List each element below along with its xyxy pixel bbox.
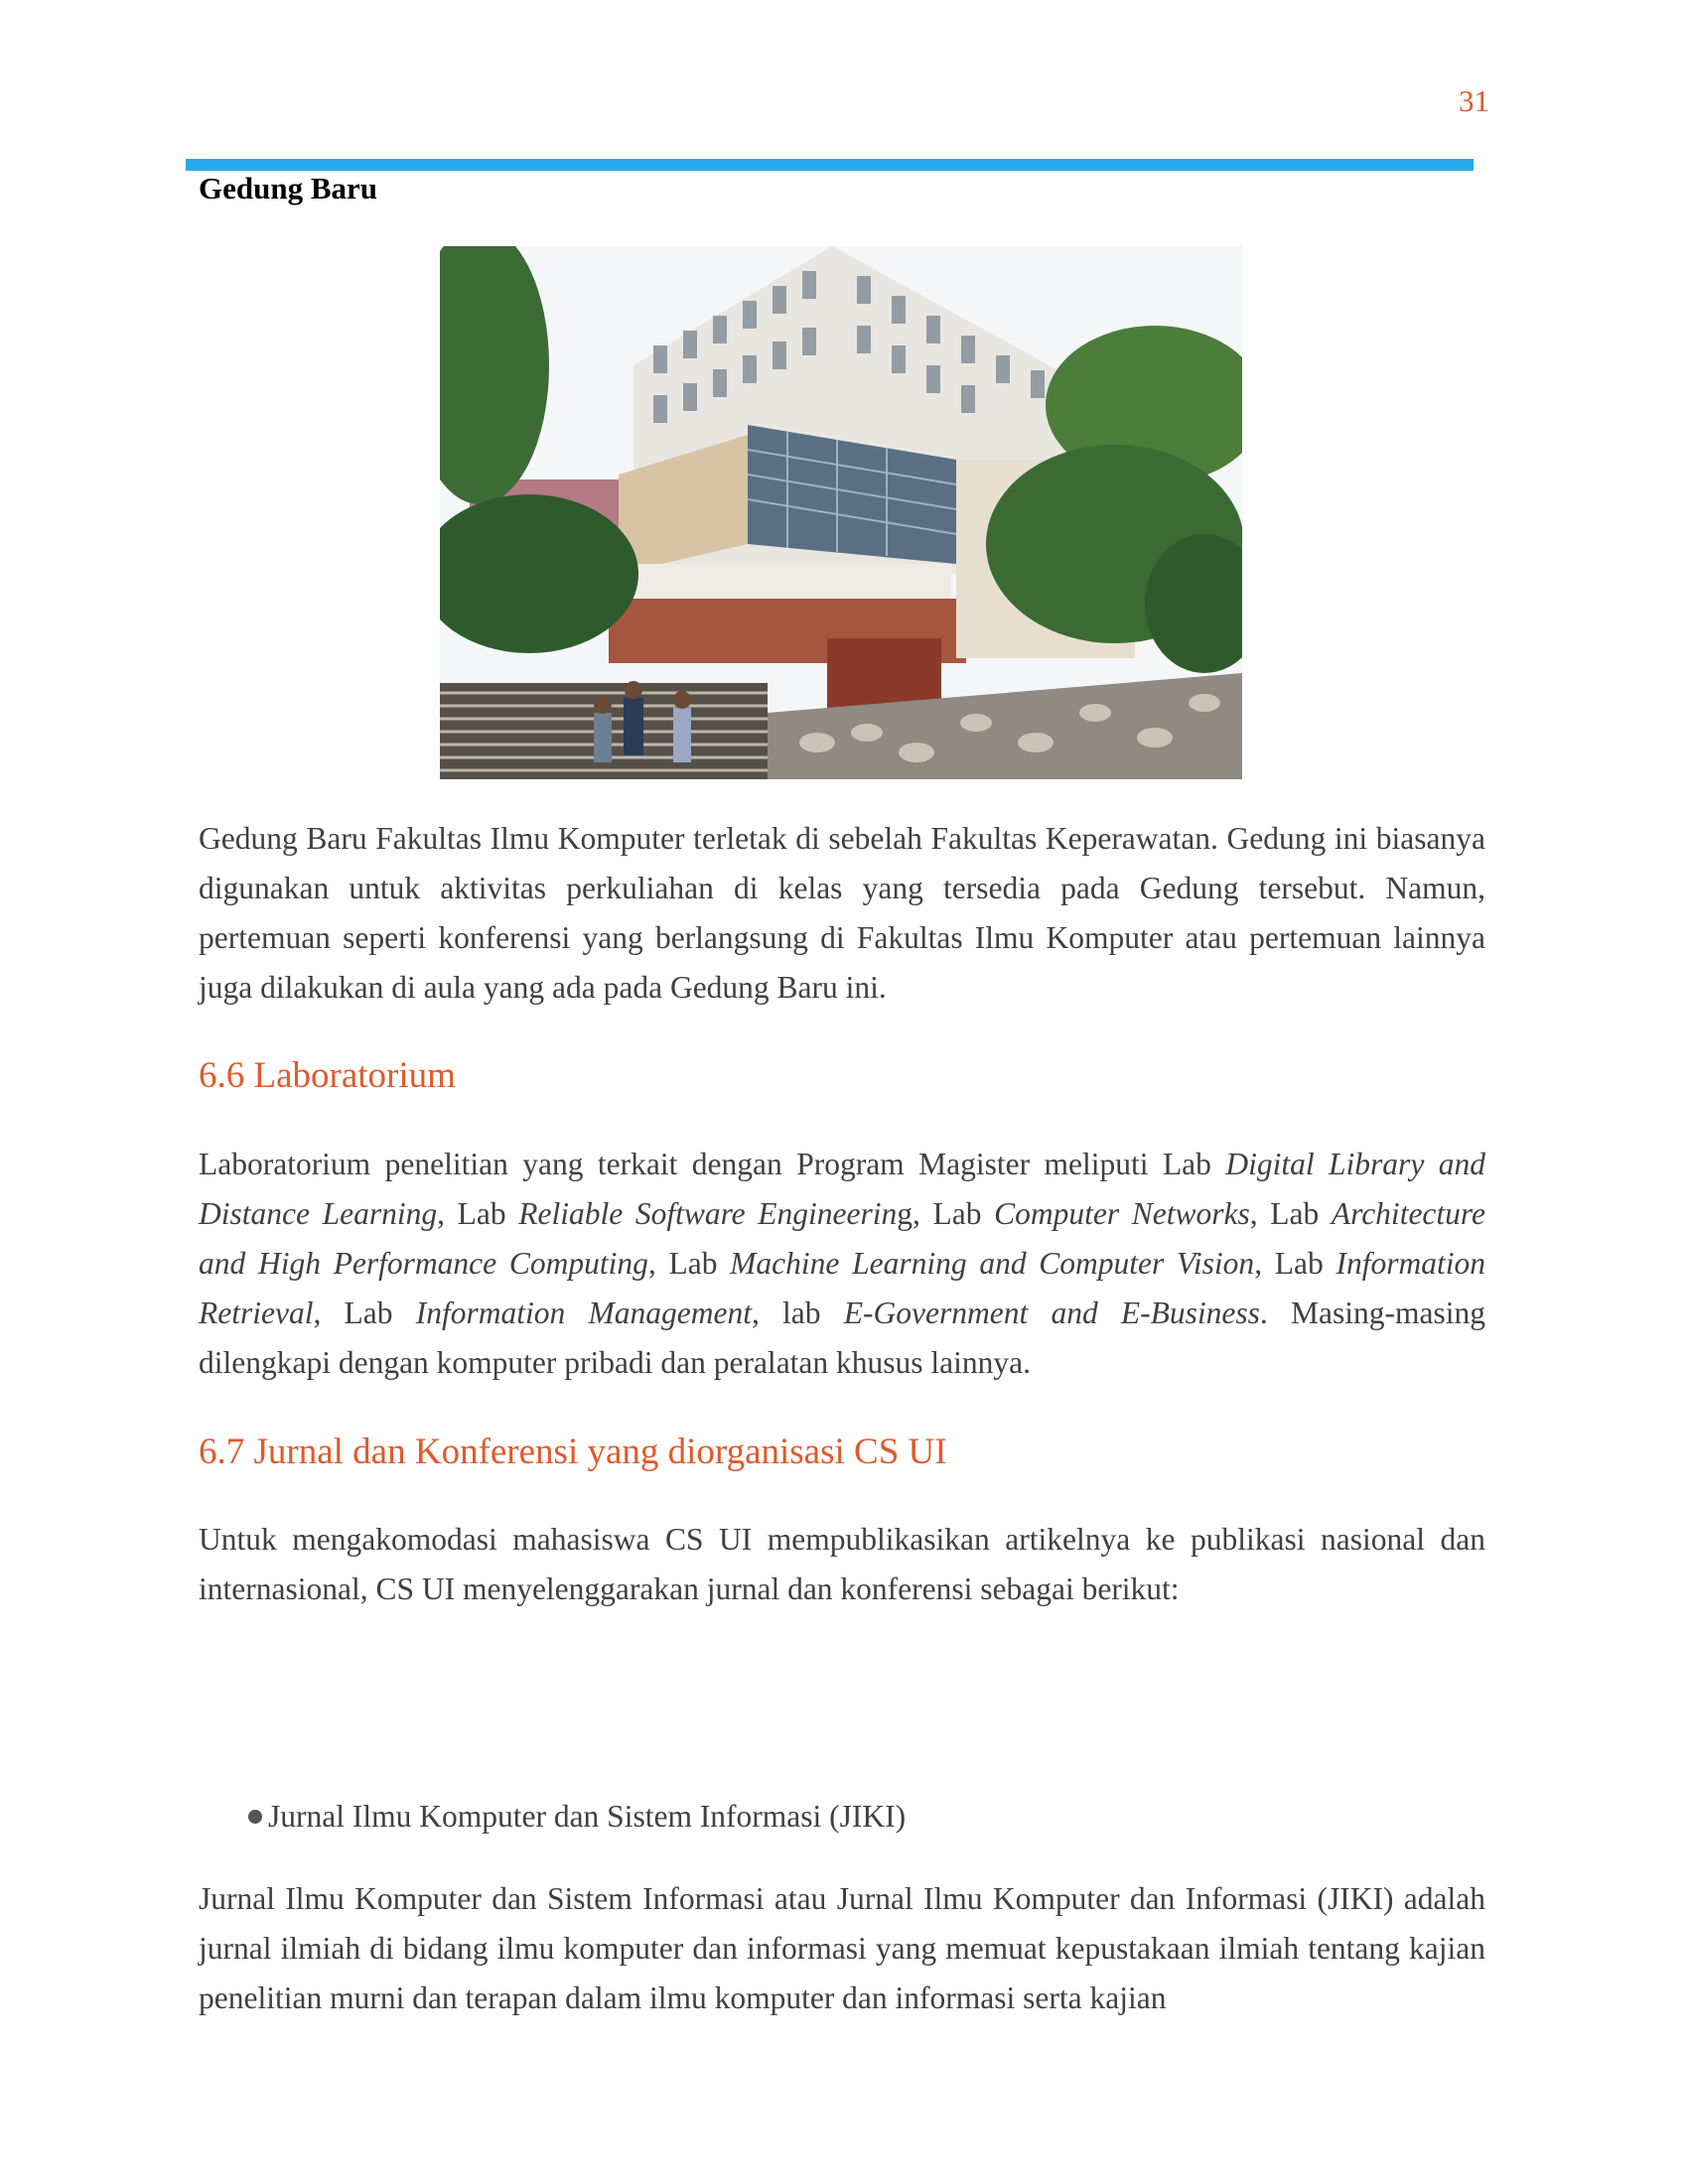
section-caption: Gedung Baru	[199, 171, 378, 205]
header-rule	[186, 159, 1474, 171]
paragraph-gedung-baru: Gedung Baru Fakultas Ilmu Komputer terletak di sebelah Fakultas Keperawatan. Gedung ini biasanya digunakan untuk aktivitas perkuliahan di kelas yang tersedia pada Gedung tersebut. Namun, pertemuan seperti konferensi yang berlangsung di Fakultas Ilmu Komputer atau pertemuan lainnya juga dilakukan di aula yang ada pada Gedung Baru ini.	[199, 821, 1485, 1005]
page-number: 31	[1459, 83, 1489, 118]
paragraph-laboratorium: Laboratorium penelitian yang terkait dengan Program Magister meliputi Lab Digital Library and Distance Learning, Lab Reliable Software Engineering, Lab Computer Networks, Lab Architecture and High Performance Computing, Lab Machine Learning and Computer Vision, Lab Information Retrieval, Lab Information Management, lab E-Government and E-Business. Masing-masing dilengkapi dengan komputer pribadi dan peralatan khusus lainnya.	[199, 1147, 1485, 1380]
heading-jurnal-konferensi: 6.7 Jurnal dan Konferensi yang diorganisasi CS UI	[199, 1432, 947, 1472]
building-photo	[440, 246, 1242, 779]
heading-laboratorium: 6.6 Laboratorium	[199, 1055, 456, 1096]
paragraph-jurnal-intro: Untuk mengakomodasi mahasiswa CS UI mempublikasikan artikelnya ke publikasi nasional dan internasional, CS UI menyelenggarakan jurnal dan konferensi sebagai berikut:	[199, 1522, 1485, 1606]
bullet-jiki: Jurnal Ilmu Komputer dan Sistem Informasi (JIKI)	[248, 1799, 906, 1835]
bullet-dot-icon	[248, 1810, 262, 1824]
paragraph-jiki: Jurnal Ilmu Komputer dan Sistem Informasi atau Jurnal Ilmu Komputer dan Informasi (JIKI) adalah jurnal ilmiah di bidang ilmu komputer dan informasi yang memuat kepustakaan ilmiah tentang kajian penelitian murni dan terapan dalam ilmu komputer dan informasi serta kajian	[199, 1881, 1485, 2015]
